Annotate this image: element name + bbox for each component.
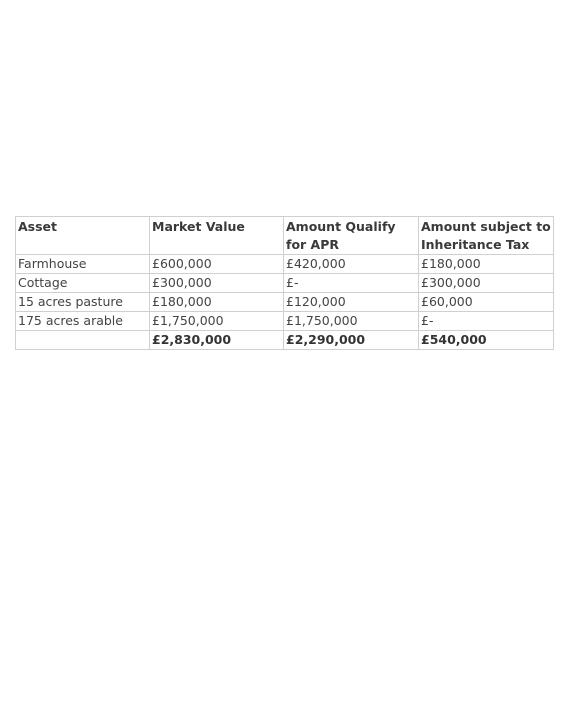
cell-amount-iht: £300,000 (419, 274, 554, 293)
cell-market-value: £300,000 (150, 274, 284, 293)
cell-asset: Farmhouse (16, 255, 150, 274)
header-asset: Asset (16, 217, 150, 255)
total-label-cell (16, 331, 150, 350)
table-row (16, 255, 554, 274)
table-header-row (16, 217, 554, 255)
table-row (16, 312, 554, 331)
cell-market-value: £1,750,000 (150, 312, 284, 331)
header-market-value: Market Value (150, 217, 284, 255)
table-row (16, 274, 554, 293)
header-amount-subject-iht: Amount subject to Inheritance Tax (419, 217, 554, 255)
cell-amount-iht: £60,000 (419, 293, 554, 312)
apr-inheritance-table-container (15, 216, 553, 350)
total-amount-iht: £540,000 (419, 331, 554, 350)
cell-market-value: £180,000 (150, 293, 284, 312)
table-row (16, 293, 554, 312)
table-total-row (16, 331, 554, 350)
cell-asset: Cottage (16, 274, 150, 293)
cell-amount-iht: £- (419, 312, 554, 331)
header-amount-qualify-apr: Amount Qualify for APR (284, 217, 419, 255)
total-market-value: £2,830,000 (150, 331, 284, 350)
cell-amount-apr: £120,000 (284, 293, 419, 312)
apr-inheritance-table (15, 216, 554, 350)
cell-amount-apr: £1,750,000 (284, 312, 419, 331)
cell-amount-apr: £420,000 (284, 255, 419, 274)
cell-market-value: £600,000 (150, 255, 284, 274)
cell-amount-apr: £- (284, 274, 419, 293)
cell-amount-iht: £180,000 (419, 255, 554, 274)
total-amount-apr: £2,290,000 (284, 331, 419, 350)
cell-asset: 15 acres pasture (16, 293, 150, 312)
cell-asset: 175 acres arable (16, 312, 150, 331)
